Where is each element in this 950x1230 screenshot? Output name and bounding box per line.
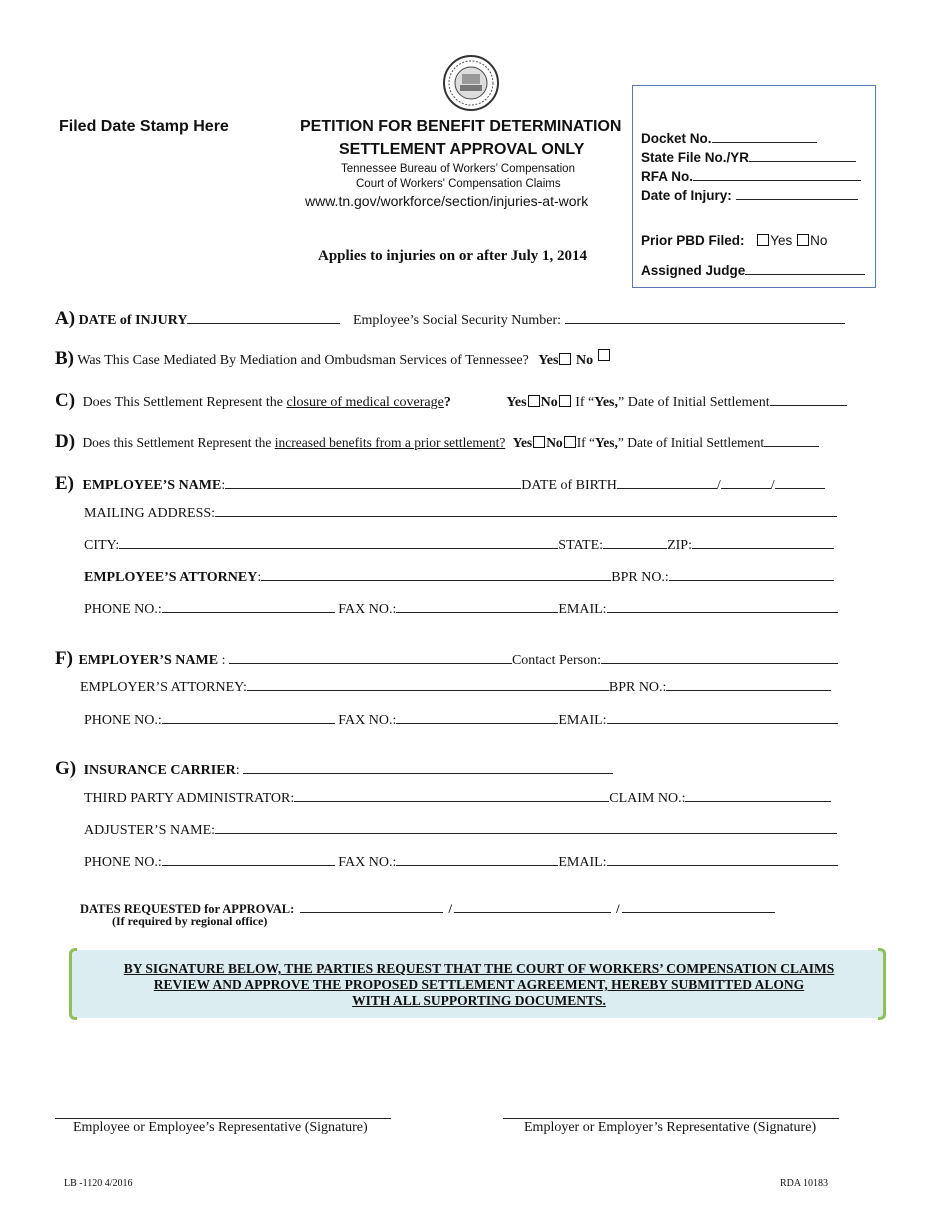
city-label: CITY: bbox=[84, 538, 120, 553]
employer-signature-line[interactable] bbox=[503, 1118, 839, 1119]
increased-question-underlined: increased benefits from a prior settlement? bbox=[274, 435, 506, 450]
prior-pbd-label: Prior PBD Filed: bbox=[641, 233, 745, 248]
agency-name: Tennessee Bureau of Workers’ Compensation bbox=[341, 163, 575, 175]
increased-no-label: No bbox=[546, 435, 563, 450]
dates-slash-1: / bbox=[448, 902, 453, 916]
employee-bpr-input[interactable] bbox=[669, 567, 834, 581]
requested-date-3[interactable] bbox=[622, 899, 775, 913]
carrier-phone-label: PHONE NO.: bbox=[84, 855, 162, 870]
employee-attorney-colon: : bbox=[257, 570, 262, 585]
employer-email-label: EMAIL: bbox=[558, 713, 607, 728]
increased-initial-settlement-date[interactable] bbox=[764, 433, 819, 447]
assigned-judge-label: Assigned Judge bbox=[641, 263, 746, 278]
employee-signature-line[interactable] bbox=[55, 1118, 391, 1119]
city-row bbox=[84, 535, 834, 554]
employee-name-colon: : bbox=[221, 478, 226, 493]
employer-attorney-input[interactable] bbox=[247, 677, 609, 691]
increased-if-suffix: ” Date of Initial Settlement bbox=[617, 435, 765, 450]
claim-no-label: CLAIM NO.: bbox=[609, 791, 686, 806]
employer-phone-input[interactable] bbox=[162, 710, 335, 724]
increased-question-prefix: Does this Settlement Represent the bbox=[82, 435, 272, 450]
employee-signature-label: Employee or Employee’s Representative (Signature) bbox=[73, 1120, 368, 1135]
prior-pbd-no-label: No bbox=[810, 233, 828, 248]
court-name: Court of Workers' Compensation Claims bbox=[356, 178, 561, 190]
contact-person-colon: : bbox=[597, 653, 601, 668]
insurance-carrier-input[interactable] bbox=[243, 760, 613, 774]
closure-if-prefix: If “ bbox=[575, 395, 595, 410]
increased-if-yes: Yes, bbox=[595, 435, 618, 450]
employer-name-colon: : bbox=[218, 653, 229, 668]
mediated-question: Was This Case Mediated By Mediation and Ombudsman Services of Tennessee? bbox=[77, 353, 529, 368]
section-b-letter: B) bbox=[55, 348, 74, 369]
employee-phone-label: PHONE NO.: bbox=[84, 602, 162, 617]
dob-label: DATE of BIRTH bbox=[521, 478, 617, 493]
requested-date-2[interactable] bbox=[454, 899, 611, 913]
state-label: STATE: bbox=[558, 538, 604, 553]
employee-name-label: EMPLOYEE’S NAME bbox=[82, 478, 222, 493]
prior-pbd-yes-label: Yes bbox=[770, 233, 793, 248]
mailing-address-label: MAILING ADDRESS: bbox=[84, 506, 216, 521]
employee-phone-input[interactable] bbox=[162, 599, 335, 613]
banner-line-2: REVIEW AND APPROVE THE PROPOSED SETTLEMENT AGREEMENT, HEREBY SUBMITTED ALONG bbox=[153, 977, 805, 992]
carrier-phone-input[interactable] bbox=[162, 852, 335, 866]
date-of-injury-label: DATE of INJURY bbox=[78, 313, 188, 328]
rfa-no-field[interactable] bbox=[641, 167, 861, 184]
contact-person-label: Contact Person bbox=[511, 653, 598, 668]
dob-day-input[interactable] bbox=[721, 475, 771, 489]
adjuster-input[interactable] bbox=[215, 820, 837, 834]
city-input[interactable] bbox=[119, 535, 558, 549]
tpa-label: THIRD PARTY ADMINISTRATOR: bbox=[84, 791, 295, 806]
employee-name-input[interactable] bbox=[225, 475, 521, 489]
employer-fax-label: FAX NO.: bbox=[338, 713, 397, 728]
dob-month-input[interactable] bbox=[617, 475, 717, 489]
section-a-letter: A) bbox=[55, 308, 76, 329]
prior-pbd-no-checkbox[interactable] bbox=[797, 234, 809, 246]
date-of-injury-box-field[interactable] bbox=[641, 186, 858, 203]
tennessee-seal-icon bbox=[440, 54, 502, 112]
employer-bpr-label: BPR NO.: bbox=[608, 680, 667, 695]
insurance-carrier-label: INSURANCE CARRIER bbox=[83, 763, 236, 778]
section-a bbox=[55, 308, 845, 330]
claim-no-input[interactable] bbox=[685, 788, 831, 802]
closure-yes-label: Yes bbox=[506, 395, 527, 410]
employer-attorney-row bbox=[80, 677, 831, 696]
docket-no-label: Docket No. bbox=[641, 131, 712, 146]
mailing-address-input[interactable] bbox=[215, 503, 837, 517]
section-f-letter: F) bbox=[55, 648, 73, 669]
employee-fax-input[interactable] bbox=[396, 599, 558, 613]
employee-email-input[interactable] bbox=[607, 599, 838, 613]
employer-phone-row bbox=[84, 710, 838, 729]
section-d-letter: D) bbox=[55, 431, 76, 452]
carrier-phone-row bbox=[84, 852, 838, 871]
carrier-email-label: EMAIL: bbox=[558, 855, 607, 870]
section-c-letter: C) bbox=[55, 390, 76, 411]
closure-question-prefix: Does This Settlement Represent the bbox=[82, 395, 283, 410]
date-of-injury-input[interactable] bbox=[187, 310, 340, 324]
employee-attorney-label: EMPLOYEE’S ATTORNEY bbox=[84, 570, 258, 585]
mediated-yes-checkbox[interactable] bbox=[559, 353, 571, 365]
applies-note: Applies to injuries on or after July 1, 2014 bbox=[318, 248, 588, 264]
closure-if-yes: Yes, bbox=[594, 395, 618, 410]
dob-slash-2: / bbox=[770, 478, 775, 493]
zip-label: ZIP: bbox=[667, 538, 692, 553]
closure-question-underlined: closure of medical coverage bbox=[286, 395, 444, 410]
state-file-field[interactable] bbox=[641, 148, 856, 165]
employer-phone-label: PHONE NO.: bbox=[84, 713, 162, 728]
closure-initial-settlement-date[interactable] bbox=[770, 392, 847, 406]
dates-slash-2: / bbox=[616, 902, 620, 916]
website-url[interactable]: www.tn.gov/workforce/section/injuries-at-work bbox=[305, 193, 589, 209]
employee-attorney-input[interactable] bbox=[261, 567, 611, 581]
prior-pbd-yes-checkbox[interactable] bbox=[757, 234, 769, 246]
employee-bpr-label: BPR NO.: bbox=[611, 570, 669, 585]
employer-fax-input[interactable] bbox=[396, 710, 558, 724]
closure-if-suffix: ” Date of Initial Settlement bbox=[618, 395, 770, 410]
employer-name-label: EMPLOYER’S NAME bbox=[78, 653, 219, 668]
contact-person-input[interactable] bbox=[601, 650, 838, 664]
prior-pbd-field bbox=[641, 233, 827, 248]
state-file-label: State File No./YR bbox=[641, 150, 750, 165]
assigned-judge-field[interactable] bbox=[641, 261, 865, 278]
filed-date-stamp-label: Filed Date Stamp Here bbox=[59, 118, 229, 135]
docket-box bbox=[632, 85, 876, 288]
section-b bbox=[55, 348, 611, 370]
closure-yes-checkbox[interactable] bbox=[528, 395, 540, 407]
employer-bpr-input[interactable] bbox=[666, 677, 831, 691]
employer-signature-label: Employer or Employer’s Representative (Signature) bbox=[524, 1120, 817, 1135]
adjuster-label: ADJUSTER’S NAME: bbox=[84, 823, 216, 838]
section-d bbox=[55, 431, 819, 453]
docket-no-field[interactable] bbox=[641, 129, 817, 146]
insurance-carrier-colon: : bbox=[235, 763, 244, 778]
adjuster-row bbox=[84, 820, 837, 839]
increased-no-checkbox[interactable] bbox=[564, 436, 576, 448]
mediated-no-checkbox[interactable] bbox=[598, 349, 610, 361]
section-e-letter: E) bbox=[55, 473, 74, 494]
date-of-injury-box-label: Date of Injury: bbox=[641, 188, 732, 203]
closure-no-checkbox[interactable] bbox=[559, 395, 571, 407]
closure-no-label: No bbox=[540, 395, 558, 410]
employee-name-row bbox=[55, 473, 825, 495]
employee-fax-label: FAX NO.: bbox=[338, 602, 397, 617]
increased-yes-label: Yes bbox=[512, 435, 533, 450]
banner-line-3: WITH ALL SUPPORTING DOCUMENTS. bbox=[352, 993, 606, 1008]
employer-attorney-label: EMPLOYER’S ATTORNEY: bbox=[80, 680, 247, 695]
rda-number: RDA 10183 bbox=[780, 1178, 829, 1189]
employee-phone-row bbox=[84, 599, 838, 618]
employer-name-input[interactable] bbox=[229, 650, 512, 664]
carrier-fax-label: FAX NO.: bbox=[338, 855, 397, 870]
insurance-carrier-row bbox=[55, 758, 613, 780]
increased-yes-checkbox[interactable] bbox=[533, 436, 545, 448]
requested-date-1[interactable] bbox=[300, 899, 443, 913]
section-c bbox=[55, 390, 847, 412]
mediated-yes-label: Yes bbox=[538, 353, 559, 368]
tpa-input[interactable] bbox=[294, 788, 609, 802]
zip-input[interactable] bbox=[692, 535, 834, 549]
tpa-row bbox=[84, 788, 831, 807]
dob-slash-1: / bbox=[716, 478, 721, 493]
dob-year-input[interactable] bbox=[775, 475, 825, 489]
dates-requested-label: DATES REQUESTED for APPROVAL: bbox=[80, 902, 295, 916]
mediated-no-label: No bbox=[575, 353, 594, 368]
form-title-line2: SETTLEMENT APPROVAL ONLY bbox=[339, 141, 585, 158]
carrier-email-input[interactable] bbox=[607, 852, 838, 866]
form-title-line1: PETITION FOR BENEFIT DETERMINATION bbox=[300, 118, 622, 135]
state-input[interactable] bbox=[603, 535, 667, 549]
mailing-address-row bbox=[84, 503, 837, 522]
employer-name-row bbox=[55, 648, 838, 670]
closure-question-mark: ? bbox=[443, 395, 451, 410]
banner-line-1: BY SIGNATURE BELOW, THE PARTIES REQUEST THAT THE COURT OF WORKERS’ COMPENSATION CLAIMS bbox=[123, 961, 835, 976]
increased-if-prefix: If “ bbox=[576, 435, 596, 450]
employee-attorney-row bbox=[84, 567, 834, 586]
employee-email-label: EMAIL: bbox=[558, 602, 607, 617]
section-g-letter: G) bbox=[55, 758, 77, 779]
rfa-no-label: RFA No. bbox=[641, 169, 693, 184]
dates-note: (If required by regional office) bbox=[112, 914, 268, 928]
form-number: LB -1120 4/2016 bbox=[64, 1178, 133, 1189]
ssn-input[interactable] bbox=[565, 310, 845, 324]
carrier-fax-input[interactable] bbox=[396, 852, 558, 866]
ssn-label: Employee’s Social Security Number: bbox=[352, 313, 561, 328]
employer-email-input[interactable] bbox=[607, 710, 838, 724]
signature-request-text bbox=[72, 961, 886, 1009]
